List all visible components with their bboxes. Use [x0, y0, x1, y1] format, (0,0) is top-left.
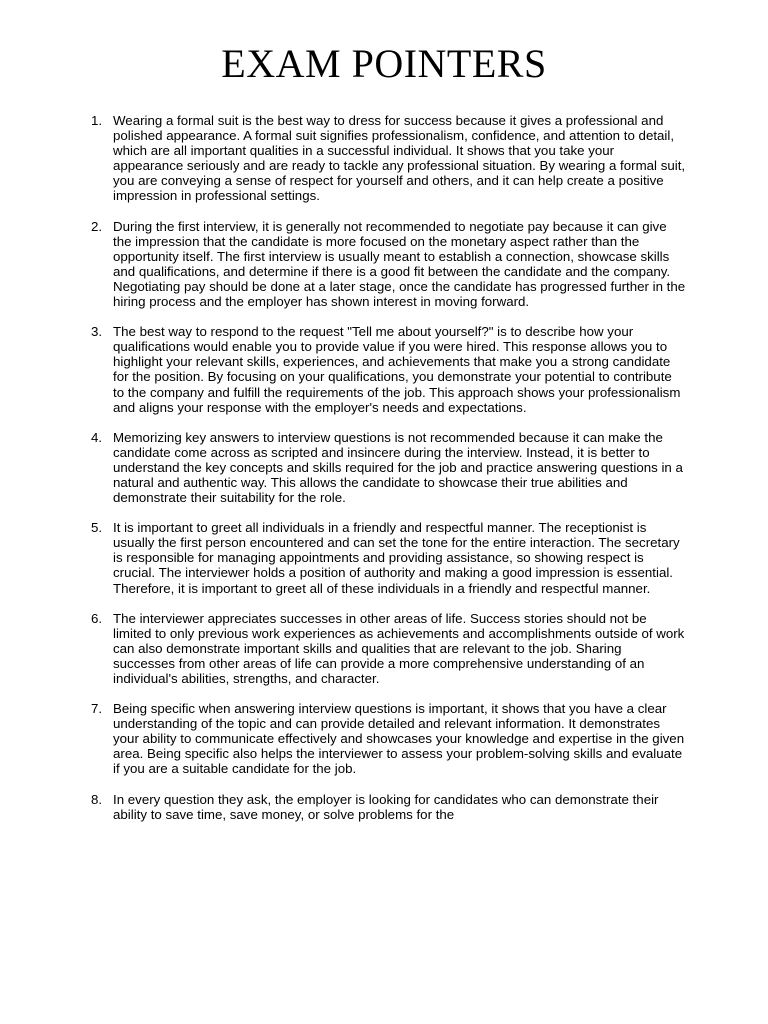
item-text: The interviewer appreciates successes in other areas of life. Success stories should not be limited to only previous work experiences as achievements and accomplishments outside of work can also demonstrate important skills and qualities that are relevant to the job. Sharing successes from other areas of life can provide a more comprehensive understanding of an individual's abilities, strengths, and character.: [113, 610, 685, 686]
list-item: [86, 324, 686, 415]
item-number: 7.: [91, 701, 103, 717]
page-title: EXAM POINTERS: [221, 41, 547, 86]
item-number: 6.: [91, 610, 103, 626]
item-text: During the first interview, it is generally not recommended to negotiate pay because it can give the impression that the candidate is more focused on the monetary aspect rather than the opportunity itself. The first interview is usually meant to establish a connection, showcase skills and qualifications, and determine if there is a good fit between the candidate and the company. Negotiating pay should be done at a later stage, once the candidate has progressed further in the hiring process and the employer has shown interest in moving forward.: [113, 218, 686, 310]
item-number: 3.: [91, 324, 103, 340]
list-item: [86, 430, 686, 505]
item-text: In every question they ask, the employer is looking for candidates who can demonstrate their ability to save time, save money, or solve problems for the: [113, 791, 659, 822]
item-number: 2.: [91, 218, 103, 234]
list-item: [86, 520, 686, 595]
list-item: [86, 701, 686, 776]
list-item: [86, 792, 686, 822]
item-text: It is important to greet all individuals in a friendly and respectful manner. The receptionist is usually the first person encountered and can set the tone for the entire interaction. The secretary is responsible for managing appointments and providing assistance, so showing respect is crucial. The interviewer holds a position of authority and making a good impression is essential. Therefore, it is important to greet all of these individuals in a friendly and respectful manner.: [113, 520, 680, 596]
item-text: Wearing a formal suit is the best way to dress for success because it gives a professional and polished appearance. A formal suit signifies professionalism, confidence, and attention to detail, which are all important qualities in a successful individual. It shows that you take your appearance seriously and are ready to tackle any professional situation. By wearing a formal suit, you are conveying a sense of respect for yourself and others, and it can help create a positive impression in professional settings.: [113, 113, 686, 204]
item-text: The best way to respond to the request "Tell me about yourself?" is to describe how your qualifications would enable you to provide value if you were hired. This response allows you to highlight your relevant skills, experiences, and achievements that make you a strong candidate for the position. By focusing on your qualifications, you demonstrate your potential to contribute to the company and fulfill the requirements of the job. This approach shows your professionalism and aligns your response with the employer's needs and expectations.: [113, 324, 681, 415]
item-number: 1.: [91, 113, 103, 128]
item-text: Being specific when answering interview questions is important, it shows that you have a clear understanding of the topic and can provide detailed and relevant information. It demonstrates your ability to communicate effectively and showcases your knowledge and expertise in the given area. Being specific also helps the interviewer to assess your problem-solving skills and evaluate if you are a suitable candidate for the job.: [113, 701, 685, 777]
item-number: 4.: [91, 429, 103, 445]
item-number: 5.: [91, 520, 103, 536]
list-item: [86, 113, 686, 204]
item-text: Memorizing key answers to interview questions is not recommended because it can make the candidate come across as scripted and insincere during the interview. Instead, it is better to understand the key concepts and skills required for the job and practice answering questions in a natural and authentic way. This allows the candidate to showcase their true abilities and demonstrate their suitability for the role.: [113, 429, 683, 506]
list-item: [86, 611, 686, 686]
list-item: [86, 219, 686, 310]
item-number: 8.: [91, 791, 103, 807]
pointer-list: [86, 113, 686, 837]
